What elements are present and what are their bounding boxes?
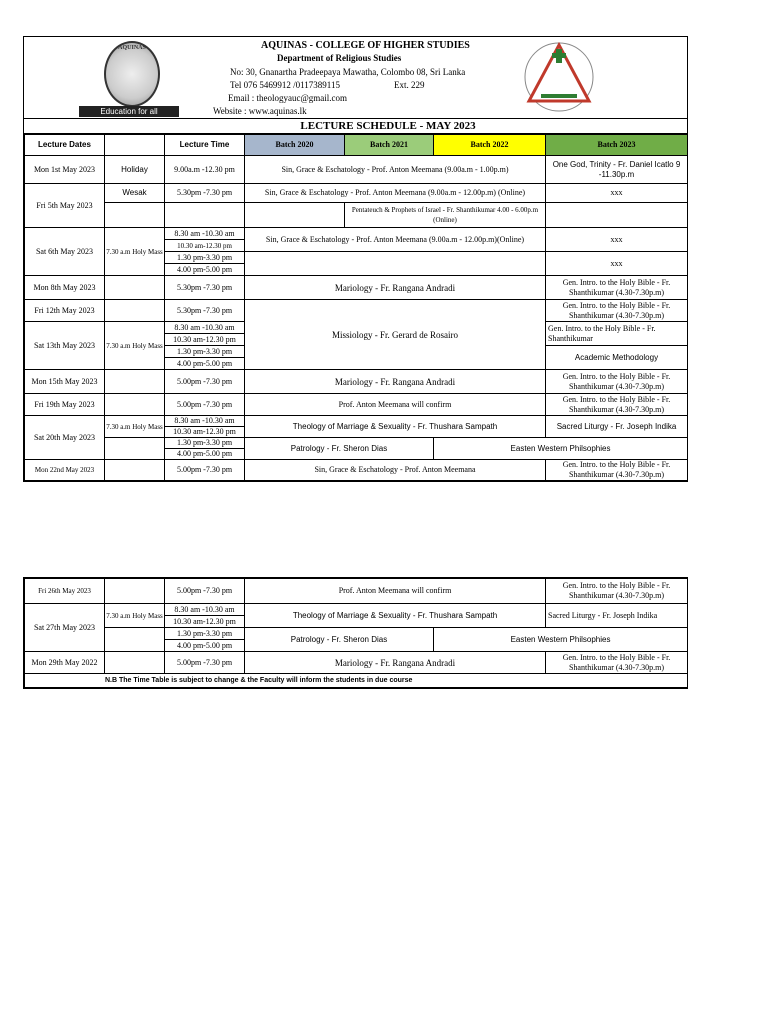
header-batch-2021: Batch 2021 [345,135,434,156]
table-row: 10.30 am-12.30 pm [25,616,688,628]
address: No: 30, Gnanartha Pradeepaya Mawatha, Colombo 08, Sri Lanka [230,67,466,77]
header-batch-2022: Batch 2022 [434,135,546,156]
table-row: 4.00 pm-5.00 pm [25,449,688,460]
institution-name: AQUINAS - COLLEGE OF HIGHER STUDIES [261,40,470,51]
table-row: 10.30 am-12.30 pm [25,427,688,438]
table-row: Sat 13th May 2023 7.30 a.m Holy Mass 8.30 am -10.30 am Gen. Intro. to the Holy Bible - Fr. Shanthikumar [25,322,688,334]
email: Email : theologyauc@gmail.com [228,93,348,103]
table-row: Sat 20th May 2023 7.30 a.m Holy Mass 8.30 am -10.30 am Theology of Marriage & Sexuality - Fr. Thushara Sampath Sacred Liturgy - Fr. Joseph Indika [25,416,688,427]
aquinas-logo [79,41,179,117]
table-row: Mon 8th May 2023 5.30pm -7.30 pm Mariology - Fr. Rangana Andradi Gen. Intro. to the Holy Bible - Fr. Shanthikumar (4.30-7.30p.m) [25,276,688,300]
schedule-sheet-continued [23,577,688,689]
table-row: 4.00 pm-5.00 pm [25,358,688,370]
faculty-logo [521,39,597,113]
department-name: Department of Religious Studies [277,53,402,63]
table-row: Fri 26th May 2023 5.00pm -7.30 pm Prof. Anton Meemana will confirm Gen. Intro. to the Holy Bible - Fr. Shanthikumar (4.30-7.30p.m) [25,579,688,604]
extension: Ext. 229 [394,80,425,90]
table-row: Fri 5th May 2023 Wesak 5.30pm -7.30 pm Sin, Grace & Eschatology - Prof. Anton Meemana (9.00a.m - 12.00p.m) (Online) xxx [25,184,688,203]
table-row: Fri 12th May 2023 5.30pm -7.30 pm Missiology - Fr. Gerard de Rosairo Gen. Intro. to the Holy Bible - Fr. Shanthikumar (4.30-7.30p.m) [25,300,688,322]
faculty-triangle-icon [521,39,597,113]
table-row: Mon 22nd May 2023 5.00pm -7.30 pm Sin, Grace & Eschatology - Prof. Anton Meemana Gen. Intro. to the Holy Bible - Fr. Shanthikumar (4.30-7.30p.m) [25,460,688,481]
letterhead [24,37,687,119]
telephone: Tel 076 5469912 /0117389115 [230,80,340,90]
table-row: Mon 15th May 2023 5.00pm -7.30 pm Mariology - Fr. Rangana Andradi Gen. Intro. to the Holy Bible - Fr. Shanthikumar (4.30-7.30p.m) [25,370,688,394]
table-row: 1.30 pm-3.30 pm Patrology - Fr. Sheron Dias Easten Western Philsophies [25,628,688,640]
table-header-row [25,135,688,156]
table-row: Sat 6th May 2023 7.30 a.m Holy Mass 8.30 am -10.30 am Sin, Grace & Eschatology - Prof. Anton Meemana (9.00a.m - 12.00p.m)(Online) xxx [25,228,688,240]
footnote: N.B The Time Table is subject to change & the Faculty will inform the students in due course [25,674,688,688]
table-row: 4.00 pm-5.00 pm [25,640,688,652]
header-note [105,135,165,156]
logo-banner: Education for all [79,106,179,117]
table-row: 10.30 am-12.30 pm [25,240,688,252]
header-lecture-time: Lecture Time [165,135,245,156]
aquinas-seal-icon: AQUINAS [104,41,160,107]
table-row: Mon 29th May 2022 5.00pm -7.30 pm Mariology - Fr. Rangana Andradi Gen. Intro. to the Holy Bible - Fr. Shanthikumar (4.30-7.30p.m) [25,652,688,674]
table-row: 1.30 pm-3.30 pm xxx [25,252,688,264]
table-row: 10.30 am-12.30 pm [25,334,688,346]
table-row: 1.30 pm-3.30 pm Academic Methodology [25,346,688,358]
table-row: Mon 1st May 2023 Holiday 9.00a.m -12.30 pm Sin, Grace & Eschatology - Prof. Anton Meemana (9.00a.m - 1.00p.m) One God, Trinity - Fr. Daniel Icatlo 9 -11.30p.m [25,156,688,184]
website: Website : www.aquinas.lk [213,106,307,116]
table-row: Sat 27th May 2023 7.30 a.m Holy Mass 8.30 am -10.30 am Theology of Marriage & Sexuality - Fr. Thushara Sampath Sacred Liturgy - Fr. Joseph Indika [25,604,688,616]
header-lecture-dates: Lecture Dates [25,135,105,156]
table-row: Fri 19th May 2023 5.00pm -7.30 pm Prof. Anton Meemana will confirm Gen. Intro. to the Holy Bible - Fr. Shanthikumar (4.30-7.30p.m) [25,394,688,416]
header-batch-2020: Batch 2020 [245,135,345,156]
schedule-table [24,134,688,481]
table-row: 1.30 pm-3.30 pm Patrology - Fr. Sheron Dias Easten Western Philsophies [25,438,688,449]
schedule-sheet [23,36,688,482]
table-row: 4.00 pm-5.00 pm [25,264,688,276]
header-batch-2023: Batch 2023 [546,135,688,156]
schedule-title: LECTURE SCHEDULE - MAY 2023 [24,119,687,134]
footnote-row [25,674,688,688]
schedule-table-continued [24,578,688,688]
table-row: Pentateuch & Prophets of Israel - Fr. Shanthikumar 4.00 - 6.00p.m (Online) [25,203,688,228]
